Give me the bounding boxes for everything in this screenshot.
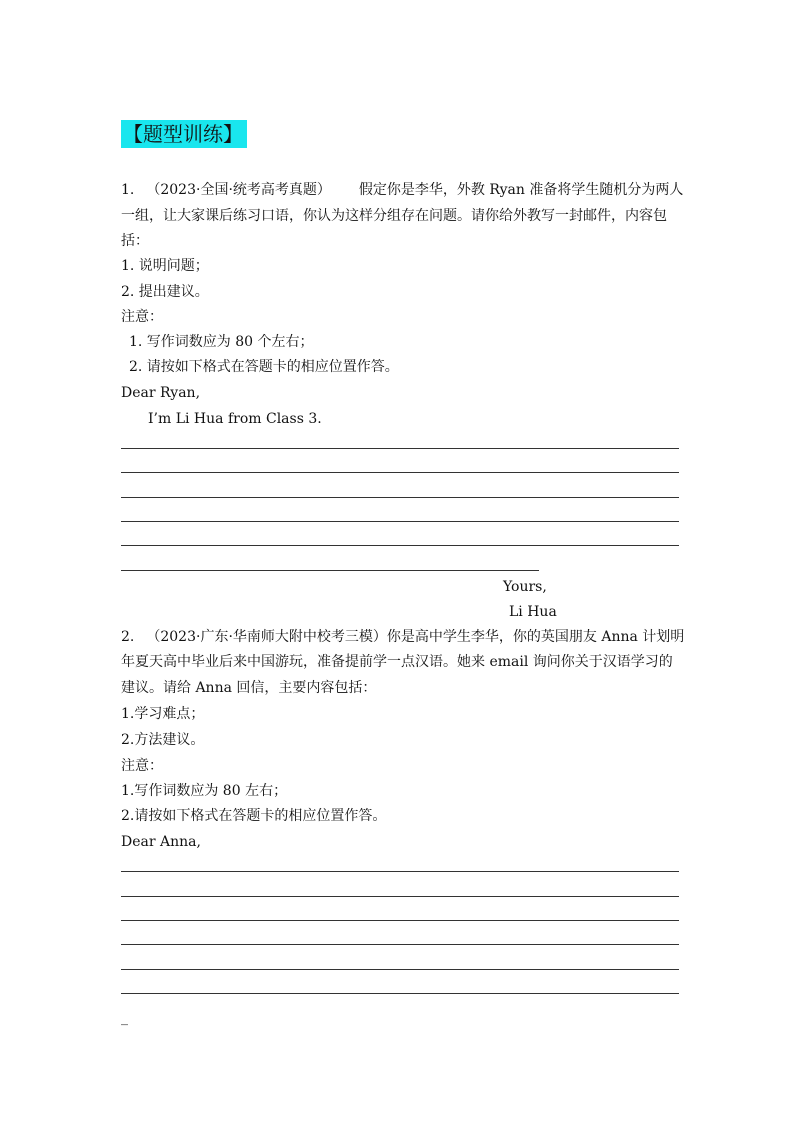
q1-closing: Yours, [503, 579, 547, 595]
q1-note-1: 1. 写作词数应为 80 个左右； [129, 334, 314, 350]
q1-opening: I’m Li Hua from Class 3. [148, 411, 322, 427]
q1-note-label: 注意： [121, 309, 163, 325]
q2-stem-text1: 你是高中学生李华，你的英国朋友 Anna 计划明 [386, 629, 685, 645]
q1-answer-line [121, 521, 679, 522]
q2-stem-line2: 年夏天高中毕业后来中国游玩，准备提前学一点汉语。她来 email 询问你关于汉语学习的 [121, 654, 673, 670]
q1-answer-line [121, 448, 679, 449]
q1-point-2: 2. 提出建议。 [121, 284, 209, 300]
q1-number: 1. [121, 182, 135, 198]
q1-answer-line [121, 570, 539, 571]
q1-stem-text1: 假定你是李华，外教 Ryan 准备将学生随机分为两人 [358, 182, 684, 198]
q2-answer-line [121, 920, 679, 921]
section-title: 【题型训练】 [121, 120, 247, 148]
q1-answer-line [121, 497, 679, 498]
q1-point-1: 1. 说明问题； [121, 258, 209, 274]
q2-answer-line [121, 871, 679, 872]
q2-point-1: 1.学习难点； [121, 706, 205, 722]
q1-salutation: Dear Ryan, [121, 385, 201, 401]
q2-answer-line [121, 993, 679, 994]
q1-signature: Li Hua [509, 604, 557, 620]
q1-source: （2023·全国·统考高考真题） [146, 182, 331, 198]
q2-answer-line [121, 944, 679, 945]
q2-note-1: 1.写作词数应为 80 左右； [121, 783, 288, 799]
q1-answer-line [121, 545, 679, 546]
q2-note-label: 注意： [121, 758, 163, 774]
q2-salutation: Dear Anna, [121, 834, 201, 850]
q1-note-2: 2. 请按如下格式在答题卡的相应位置作答。 [129, 359, 399, 375]
q2-stem-line3: 建议。请给 Anna 回信，主要内容包括： [121, 680, 377, 696]
q2-answer-line [121, 896, 679, 897]
q2-stem-line1 [121, 627, 685, 647]
q1-stem-line1 [121, 180, 684, 200]
q2-number: 2. [121, 629, 135, 645]
q2-point-2: 2.方法建议。 [121, 732, 205, 748]
trailing-mark: _ [121, 1010, 128, 1026]
q1-answer-line [121, 472, 679, 473]
q2-source: （2023·广东·华南师大附中校考三模） [146, 629, 387, 645]
q1-stem-line2: 一组，让大家课后练习口语，你认为这样分组存在问题。请你给外教写一封邮件，内容包 [121, 208, 667, 224]
q2-answer-line [121, 969, 679, 970]
q2-note-2: 2.请按如下格式在答题卡的相应位置作答。 [121, 808, 387, 824]
q1-stem-line3: 括： [121, 233, 149, 249]
